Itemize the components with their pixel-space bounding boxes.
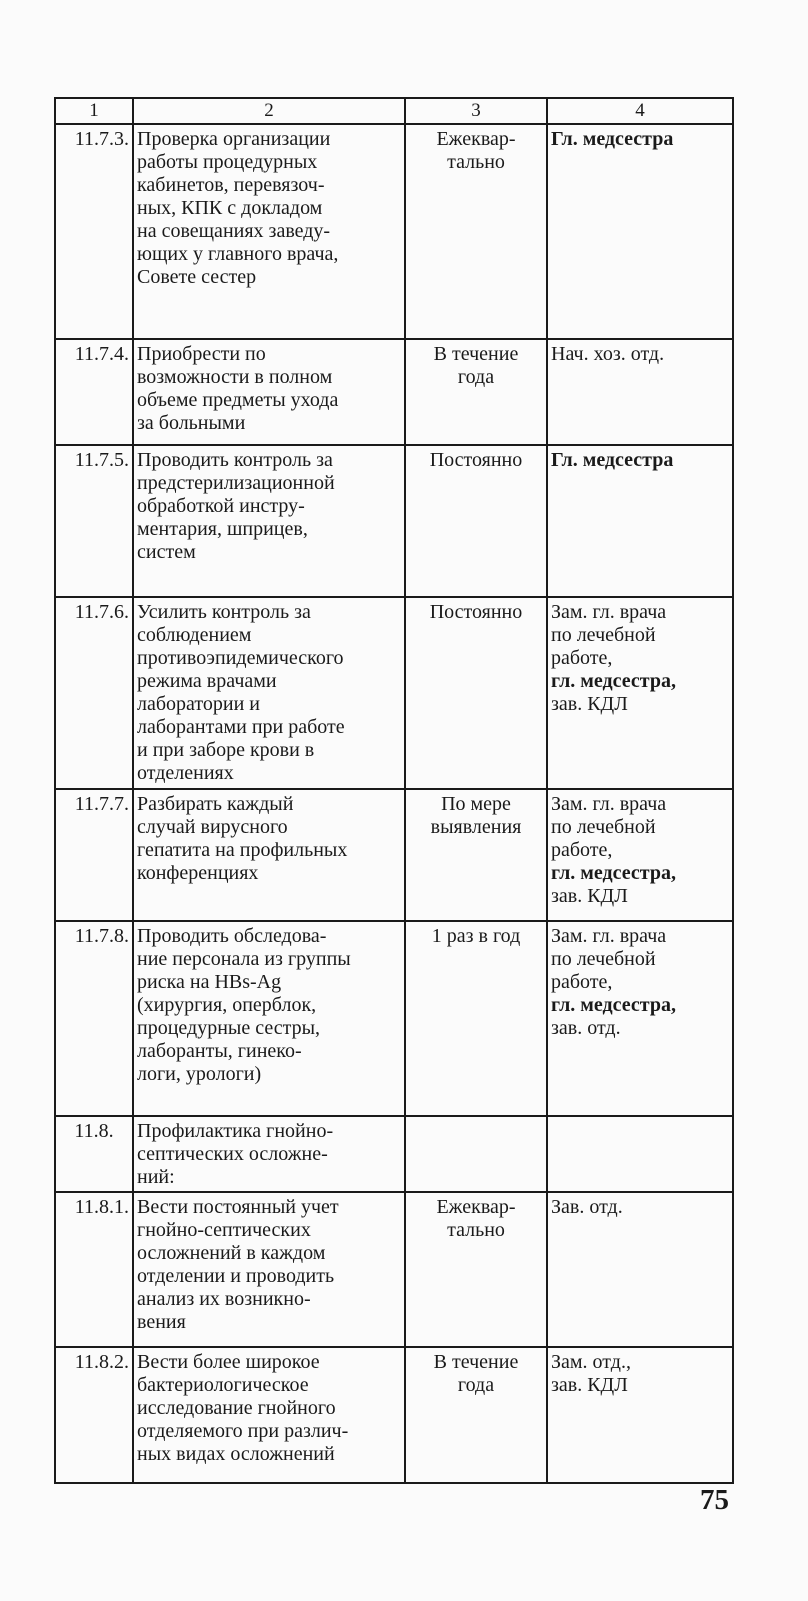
deadline-line: тально (447, 1219, 505, 1241)
deadline-line: года (457, 1374, 495, 1396)
responsible-line: Гл. медсестра (551, 128, 674, 150)
table-row (55, 1347, 733, 1483)
description-line: лаборантами при работе (137, 716, 345, 738)
deadline-line: тально (447, 151, 505, 173)
deadline-line: выявления (430, 816, 522, 838)
table-row (55, 789, 733, 921)
description-line: септических осложне- (137, 1143, 328, 1165)
description-line: конференциях (137, 862, 259, 884)
responsible-line: по лечебной (551, 816, 656, 838)
table-row (55, 597, 733, 789)
deadline (405, 339, 547, 445)
description-line: Усилить контроль за (137, 601, 311, 623)
responsible-line: работе, (551, 971, 613, 993)
row-number: 11.7.5. (55, 445, 133, 597)
description-line: Проводить контроль за (137, 449, 333, 471)
deadline (405, 597, 547, 789)
responsible (547, 921, 733, 1116)
measure-description (133, 1116, 405, 1192)
description-line: Проверка организации (137, 128, 331, 150)
responsible-line: Нач. хоз. отд. (551, 343, 665, 365)
deadline-line: По мере (441, 793, 511, 815)
description-line: ний: (137, 1166, 175, 1188)
row-number: 11.7.4. (55, 339, 133, 445)
measure-description (133, 789, 405, 921)
responsible-line: зав. отд. (551, 1017, 621, 1039)
description-line: за больными (137, 412, 246, 434)
description-line: гнойно-септических (137, 1219, 311, 1241)
description-line: ющих у главного врача, (137, 243, 339, 265)
description-line: исследование гнойного (137, 1397, 336, 1419)
description-line: режима врачами (137, 670, 277, 692)
description-line: логи, урологи) (137, 1063, 262, 1085)
header-col-1: 1 (55, 98, 133, 124)
table-row (55, 1192, 733, 1347)
deadline-line: Ежеквар- (436, 1196, 516, 1218)
deadline (405, 921, 547, 1116)
description-line: процедурные сестры, (137, 1017, 321, 1039)
description-line: отделяемого при различ- (137, 1420, 349, 1442)
measure-description (133, 339, 405, 445)
measure-description (133, 1347, 405, 1483)
responsible (547, 1192, 733, 1347)
description-line: Совете сестер (137, 266, 257, 288)
description-line: Профилактика гнойно- (137, 1120, 334, 1142)
header-row (55, 98, 733, 124)
description-line: на совещаниях заведу- (137, 220, 331, 242)
description-line: кабинетов, перевязоч- (137, 174, 325, 196)
measure-description (133, 445, 405, 597)
description-line: вения (137, 1311, 186, 1333)
measure-description (133, 597, 405, 789)
description-line: систем (137, 541, 196, 563)
table-body (55, 124, 733, 1483)
description-line: обработкой инстру- (137, 495, 305, 517)
deadline (405, 1192, 547, 1347)
table-row (55, 124, 733, 339)
responsible-line: гл. медсестра, (551, 994, 676, 1016)
deadline-line: В течение (433, 1351, 519, 1373)
deadline-line: Постоянно (429, 449, 523, 471)
row-number: 11.7.3. (55, 124, 133, 339)
description-line: лаборанты, гинеко- (137, 1040, 302, 1062)
responsible-line: работе, (551, 839, 613, 861)
description-line: ментария, шприцев, (137, 518, 308, 540)
responsible-line: зав. КДЛ (551, 1374, 628, 1396)
description-line: возможности в полном (137, 366, 333, 388)
row-number: 11.7.7. (55, 789, 133, 921)
measure-description (133, 921, 405, 1116)
description-line: Разбирать каждый (137, 793, 294, 815)
deadline-line: Постоянно (429, 601, 523, 623)
description-line: (хирургия, оперблок, (137, 994, 317, 1016)
deadline (405, 1347, 547, 1483)
responsible-line: Зам. гл. врача (551, 925, 667, 947)
row-number: 11.8. (55, 1116, 133, 1192)
description-line: ние персонала из группы (137, 948, 351, 970)
table-row (55, 339, 733, 445)
deadline (405, 1116, 547, 1192)
responsible-line: по лечебной (551, 948, 656, 970)
plan-table (54, 97, 734, 1484)
responsible-line: зав. КДЛ (551, 885, 628, 907)
responsible (547, 1347, 733, 1483)
responsible (547, 597, 733, 789)
description-line: случай вирусного (137, 816, 288, 838)
measure-description (133, 124, 405, 339)
responsible (547, 445, 733, 597)
description-line: отделении и проводить (137, 1265, 335, 1287)
description-line: Проводить обследова- (137, 925, 327, 947)
description-line: ных видах осложнений (137, 1443, 335, 1465)
row-number: 11.7.6. (55, 597, 133, 789)
description-line: бактериологическое (137, 1374, 309, 1396)
deadline-line: 1 раз в год (431, 925, 521, 947)
measure-description (133, 1192, 405, 1347)
responsible-line: Зам. гл. врача (551, 793, 667, 815)
description-line: риска на HBs-Ag (137, 971, 282, 993)
responsible-line: по лечебной (551, 624, 656, 646)
responsible (547, 789, 733, 921)
row-number: 11.7.8. (55, 921, 133, 1116)
description-line: анализ их возникно- (137, 1288, 311, 1310)
table-row (55, 921, 733, 1116)
deadline-line: года (457, 366, 495, 388)
description-line: Вести более широкое (137, 1351, 320, 1373)
description-line: гепатита на профильных (137, 839, 348, 861)
header-col-3: 3 (405, 98, 547, 124)
responsible (547, 1116, 733, 1192)
responsible-line: работе, (551, 647, 613, 669)
header-col-2: 2 (133, 98, 405, 124)
description-line: лаборатории и (137, 693, 260, 715)
deadline (405, 124, 547, 339)
description-line: предстерилизационной (137, 472, 335, 494)
table-header (55, 98, 733, 124)
deadline (405, 445, 547, 597)
description-line: Вести постоянный учет (137, 1196, 339, 1218)
table-row (55, 1116, 733, 1192)
row-number: 11.8.2. (55, 1347, 133, 1483)
responsible-line: гл. медсестра, (551, 670, 676, 692)
deadline (405, 789, 547, 921)
description-line: ных, КПК с докладом (137, 197, 323, 219)
description-line: Приобрести по (137, 343, 266, 365)
responsible (547, 339, 733, 445)
description-line: работы процедурных (137, 151, 318, 173)
description-line: противоэпидемического (137, 647, 344, 669)
description-line: осложнений в каждом (137, 1242, 326, 1264)
responsible-line: Зам. отд., (551, 1351, 631, 1373)
description-line: объеме предметы ухода (137, 389, 339, 411)
responsible-line: гл. медсестра, (551, 862, 676, 884)
deadline-line: Ежеквар- (436, 128, 516, 150)
responsible-line: зав. КДЛ (551, 693, 628, 715)
page-number: 75 (700, 1484, 729, 1516)
row-number: 11.8.1. (55, 1192, 133, 1347)
description-line: отделениях (137, 762, 234, 784)
table-row (55, 445, 733, 597)
description-line: соблюдением (137, 624, 252, 646)
responsible-line: Зав. отд. (551, 1196, 623, 1218)
deadline-line: В течение (433, 343, 519, 365)
responsible-line: Зам. гл. врача (551, 601, 667, 623)
description-line: и при заборе крови в (137, 739, 315, 761)
responsible (547, 124, 733, 339)
header-col-4: 4 (547, 98, 733, 124)
responsible-line: Гл. медсестра (551, 449, 674, 471)
